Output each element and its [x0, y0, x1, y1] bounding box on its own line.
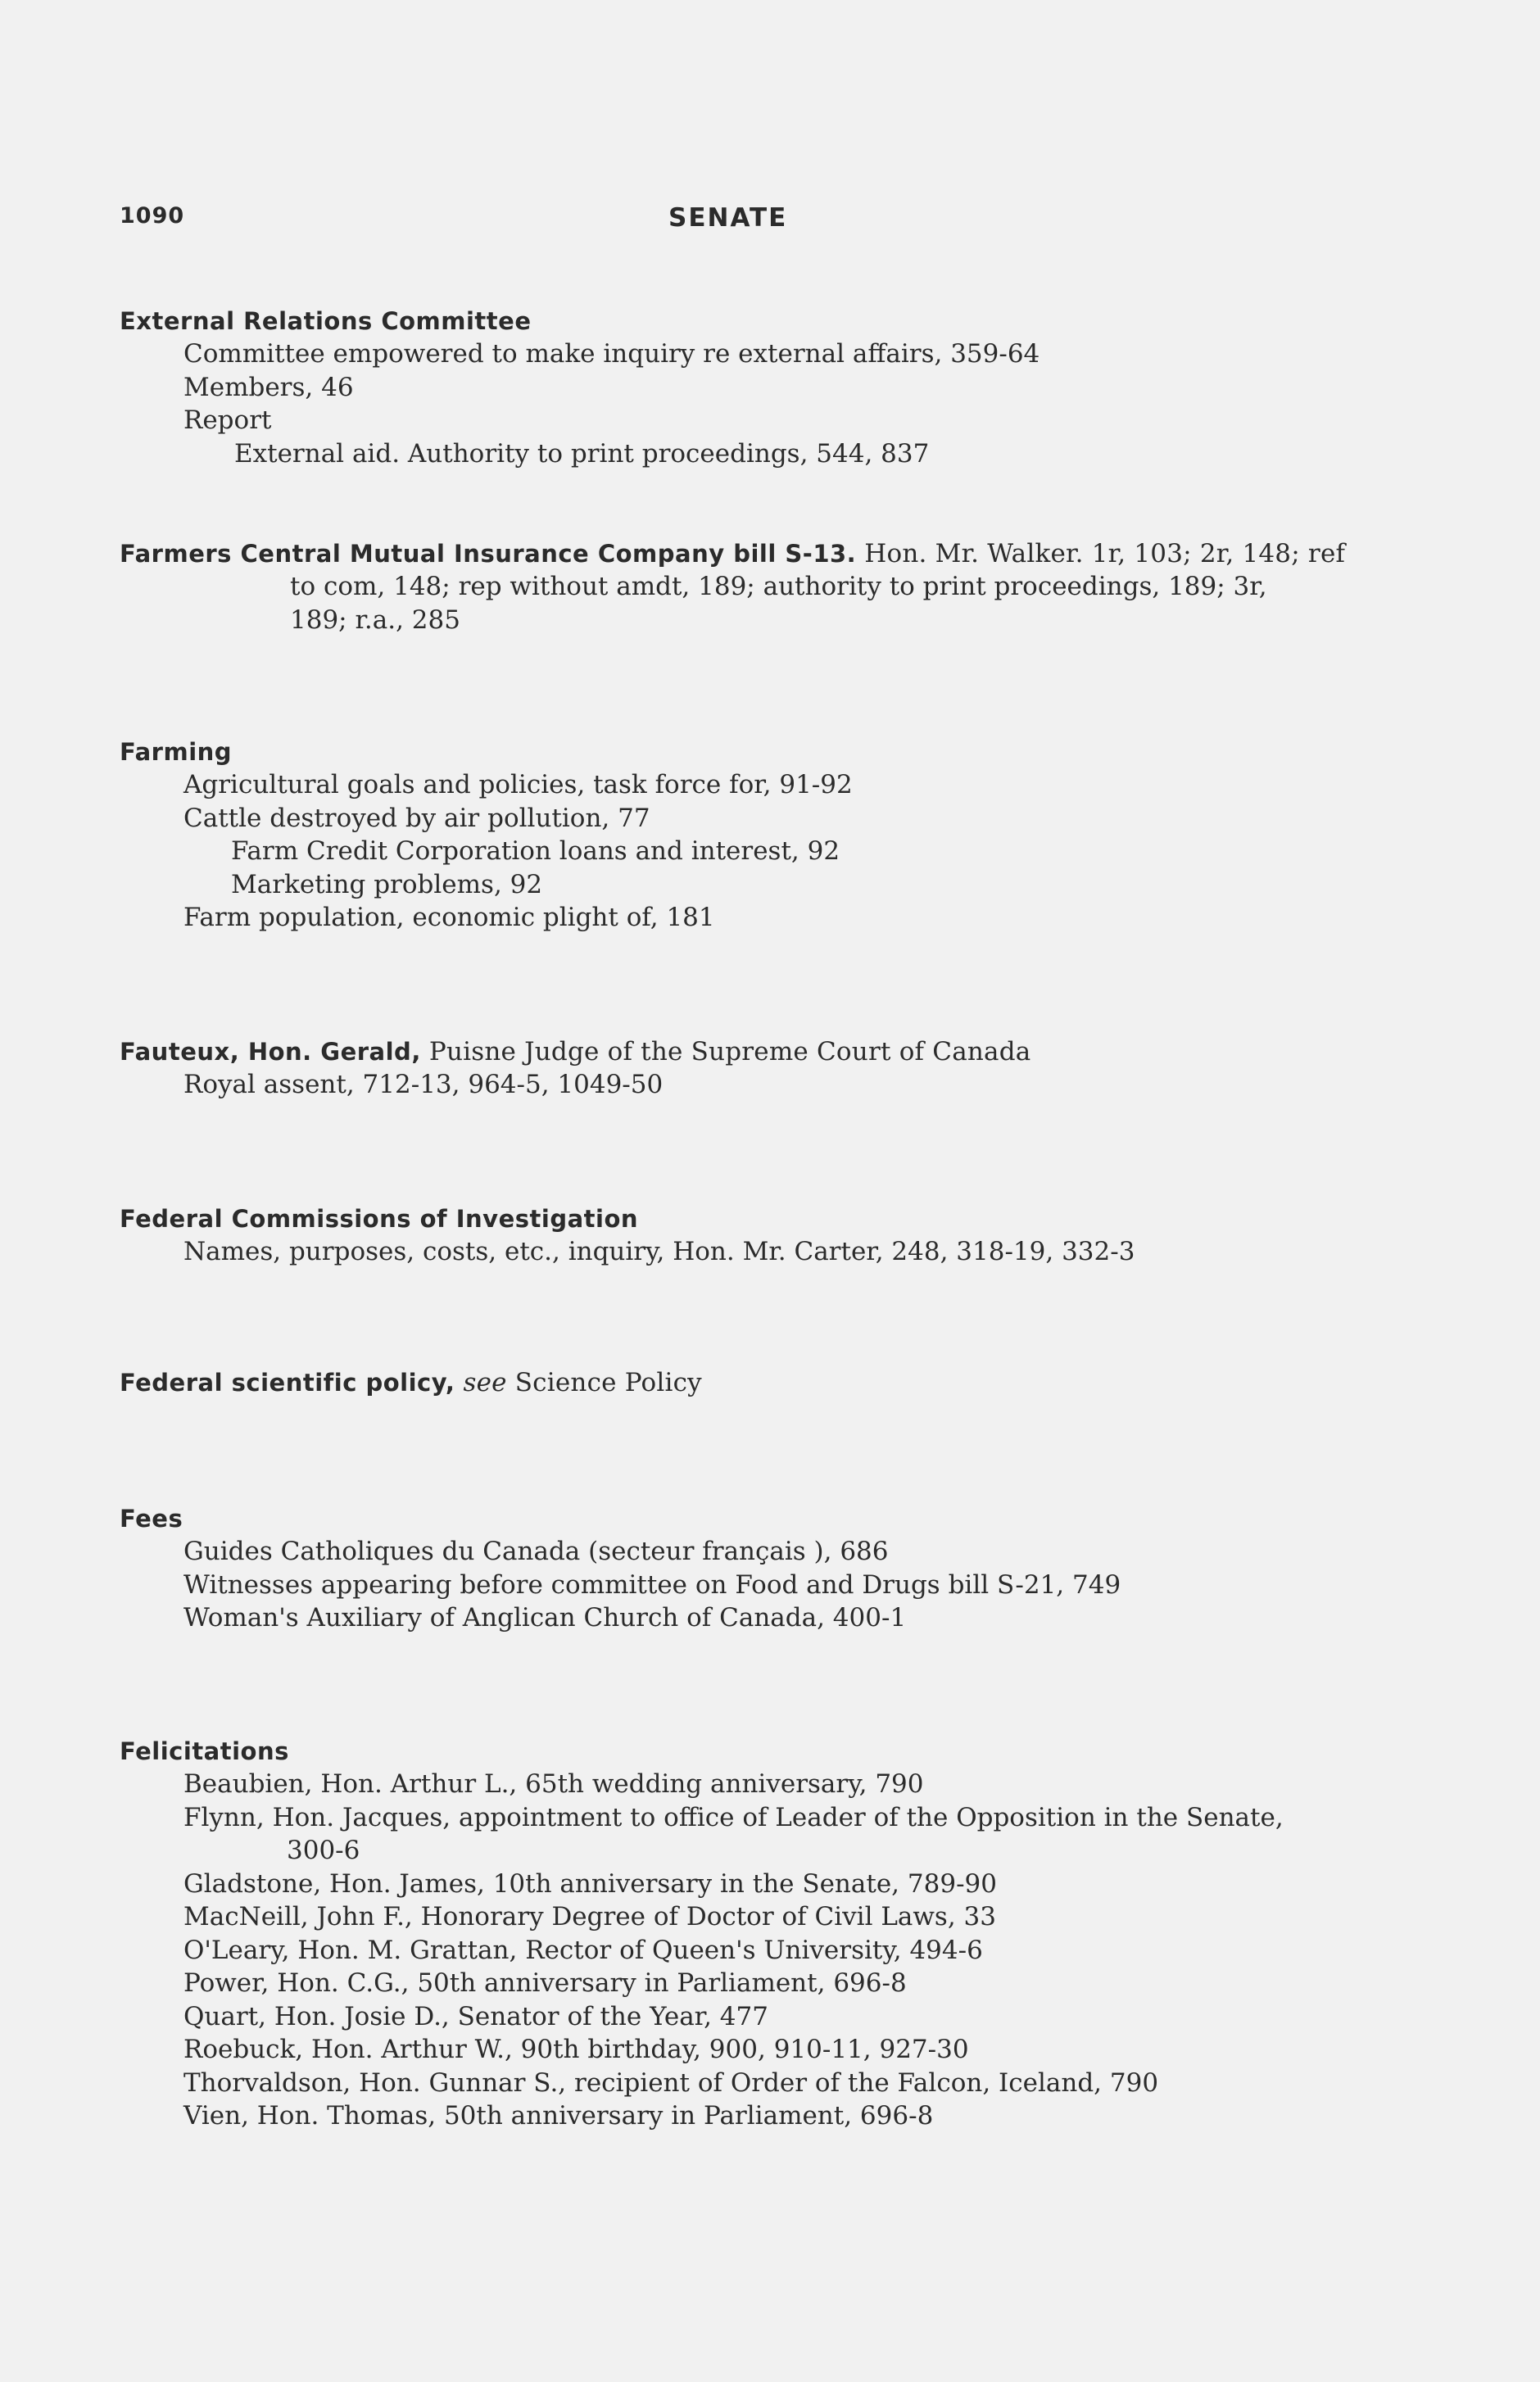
- entry-heading: Farming: [120, 738, 233, 766]
- entry-continuation: to com, 148; rep without amdt, 189; authority to print proceedings, 189; 3r,: [290, 572, 1267, 601]
- index-entry-fees: [120, 1502, 1430, 1635]
- index-entry-fauteux: [120, 1035, 1430, 1102]
- entry-heading-line: [120, 1035, 1430, 1068]
- entry-heading: Federal Commissions of Investigation: [120, 1205, 639, 1233]
- entry-text: Hon. Mr. Walker. 1r, 103; 2r, 148; ref: [856, 539, 1346, 568]
- subentry: Thorvaldson, Hon. Gunnar S., recipient of Order of the Falcon, Iceland, 790: [183, 2067, 1159, 2098]
- subentry: MacNeill, John F., Honorary Degree of Doctor of Civil Laws, 33: [183, 1902, 996, 1931]
- see-reference-label: see: [455, 1368, 507, 1397]
- subentry: Quart, Hon. Josie D., Senator of the Year, 477: [183, 2001, 768, 2031]
- entry-heading: Felicitations: [120, 1737, 289, 1765]
- subentry: Names, purposes, costs, etc., inquiry, Hon. Mr. Carter, 248, 318-19, 332-3: [183, 1237, 1135, 1266]
- entry-heading: Fees: [120, 1505, 183, 1533]
- subentry: Witnesses appearing before committee on Food and Drugs bill S-21, 749: [183, 1569, 1121, 1600]
- entry-heading: Fauteux, Hon. Gerald,: [120, 1038, 421, 1066]
- entry-heading: External Relations Committee: [120, 307, 532, 335]
- subentry: Gladstone, Hon. James, 10th anniversary in the Senate, 789-90: [183, 1868, 997, 1899]
- entry-continuation: 300-6: [287, 1836, 360, 1865]
- sub-subentry: External aid. Authority to print proceedings, 544, 837: [234, 438, 930, 469]
- subentry: Beaubien, Hon. Arthur L., 65th wedding anniversary, 790: [183, 1769, 924, 1799]
- entry-continuation: 189; r.a., 285: [290, 605, 460, 635]
- subentry: Members, 46: [183, 372, 354, 402]
- entry-text: Puisne Judge of the Supreme Court of Canada: [420, 1037, 1031, 1066]
- subentry: Agricultural goals and policies, task force for, 91-92: [183, 770, 853, 799]
- subentry: O'Leary, Hon. M. Grattan, Rector of Queen's University, 494-6: [183, 1935, 983, 1965]
- sub-subentry: Marketing problems, 92: [231, 869, 543, 899]
- entry-heading: Federal scientific policy,: [120, 1369, 455, 1397]
- index-entry-federal-commissions: [120, 1202, 1430, 1269]
- subentry: Woman's Auxiliary of Anglican Church of Canada, 400-1: [183, 1603, 907, 1633]
- subentry: Royal assent, 712-13, 964-5, 1049-50: [183, 1070, 664, 1099]
- subentry: Farm population, economic plight of, 181: [183, 903, 715, 932]
- subentry: Roebuck, Hon. Arthur W., 90th birthday, 900, 910-11, 927-30: [183, 2035, 969, 2064]
- subentry: Cattle destroyed by air pollution, 77: [183, 803, 650, 833]
- index-entry-federal-scientific-policy: [120, 1366, 1430, 1399]
- subentry: Committee empowered to make inquiry re external affairs, 359-64: [183, 339, 1040, 369]
- subentry: Flynn, Hon. Jacques, appointment to office of Leader of the Opposition in the Senate,: [183, 1802, 1284, 1832]
- index-entry-farming: [120, 736, 1430, 935]
- subentry: Vien, Hon. Thomas, 50th anniversary in Parliament, 696-8: [183, 2101, 934, 2131]
- index-entry-farmers-central: [120, 537, 1430, 636]
- entry-heading: Farmers Central Mutual Insurance Company bill S-13.: [120, 540, 857, 568]
- entry-heading-line: [120, 1366, 1430, 1399]
- index-entry-felicitations: [120, 1735, 1430, 2133]
- index-entry-external-relations: [120, 305, 1430, 470]
- subentry: Guides Catholiques du Canada (secteur français ), 686: [183, 1537, 889, 1566]
- page-header: [120, 203, 1422, 239]
- entry-heading-line: [120, 537, 1430, 570]
- subentry: Report: [183, 405, 272, 435]
- page-title: SENATE: [668, 203, 788, 233]
- subentry: Power, Hon. C.G., 50th anniversary in Parliament, 696-8: [183, 1968, 907, 1998]
- sub-subentry: Farm Credit Corporation loans and interest, 92: [231, 836, 840, 866]
- page-number: 1090: [120, 203, 185, 229]
- see-reference-target: Science Policy: [506, 1368, 702, 1397]
